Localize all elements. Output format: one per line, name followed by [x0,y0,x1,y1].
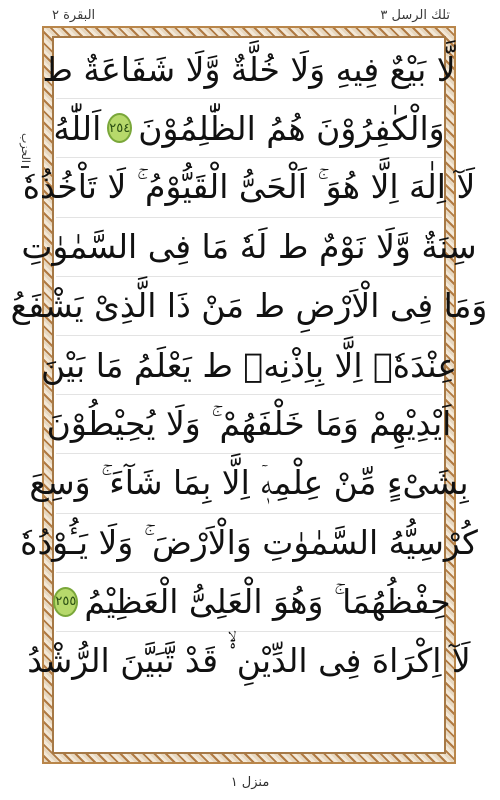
verse-line-7 [46,395,452,454]
verse-text: لَّا بَيْعٌ فِيهِ وَلَا خُلَّةٌ وَّلَا شَفَاعَةٌ ط [42,49,456,89]
ayah-number-badge: ٢٥٤ [107,113,132,143]
verse-line-9 [20,514,478,573]
verse-line-8 [29,454,469,513]
verse-text: لَآ اِكْرَاهَ فِی الدِّیْنِ ۟ۙ قَدْ تَّبَیَّنَ الرُّشْدُ [27,641,471,681]
verse-line-11 [27,632,471,691]
verse-line-10 [55,573,451,632]
verse-line-1 [42,40,456,99]
side-note [18,110,32,170]
page-footer: منزل ١ [230,775,270,790]
verse-line-3 [22,158,476,217]
verse-text: اَیْدِیْهِمْ وَمَا خَلْفَهُمْ ۚ وَلَا یُحِیْطُوْنَ [46,404,452,444]
ayah-number-badge: ٢٥٥ [53,587,78,617]
verse-text: وَمَا فِی الْاَرْضِ ط مَنْ ذَا الَّذِیْ یَشْفَعُ [10,286,488,326]
verse-line-5 [10,277,488,336]
verse-text: بِشَیْءٍ مِّنْ عِلْمِهٖۤ اِلَّا بِمَا شَآءَ ۚ وَسِعَ [29,463,469,503]
verse-text: لَآ اِلٰهَ اِلَّا هُوَ ۚ اَلْحَیُّ الْقَیُّوْمُ ۚ لَا تَاْخُذُهٗ [22,167,476,207]
verse-line-2 [53,99,445,158]
verse-line-4 [21,218,477,277]
verse-text: حِفْظُهُمَا ۚ وَهُوَ الْعَلِیُّ الْعَظِیْمُ [84,581,451,621]
verse-text: كُرْسِیُّهُ السَّمٰوٰتِ وَالْاَرْضَ ۚ وَلَا یَـُٔوْدُهٗ [20,522,478,562]
verse-text: اَللّٰهُ [53,108,102,148]
juz-name-header: تلك الرسل ٣ [380,8,450,23]
side-note-label: الحزب [19,132,32,163]
surah-name-header: البقرة ٢ [52,8,96,23]
verse-text: وَالْكٰفِرُوْنَ هُمُ الظّٰلِمُوْنَ [138,108,445,148]
verse-text: سِنَةٌ وَّلَا نَوْمٌ ط لَهٗ مَا فِی السَّمٰوٰتِ [21,227,477,267]
verse-line-6 [40,336,458,395]
verse-text: عِنْدَهٗۤ اِلَّا بِاِذْنِهٖ ط یَعْلَمُ مَا بَیْنَ [40,345,458,385]
